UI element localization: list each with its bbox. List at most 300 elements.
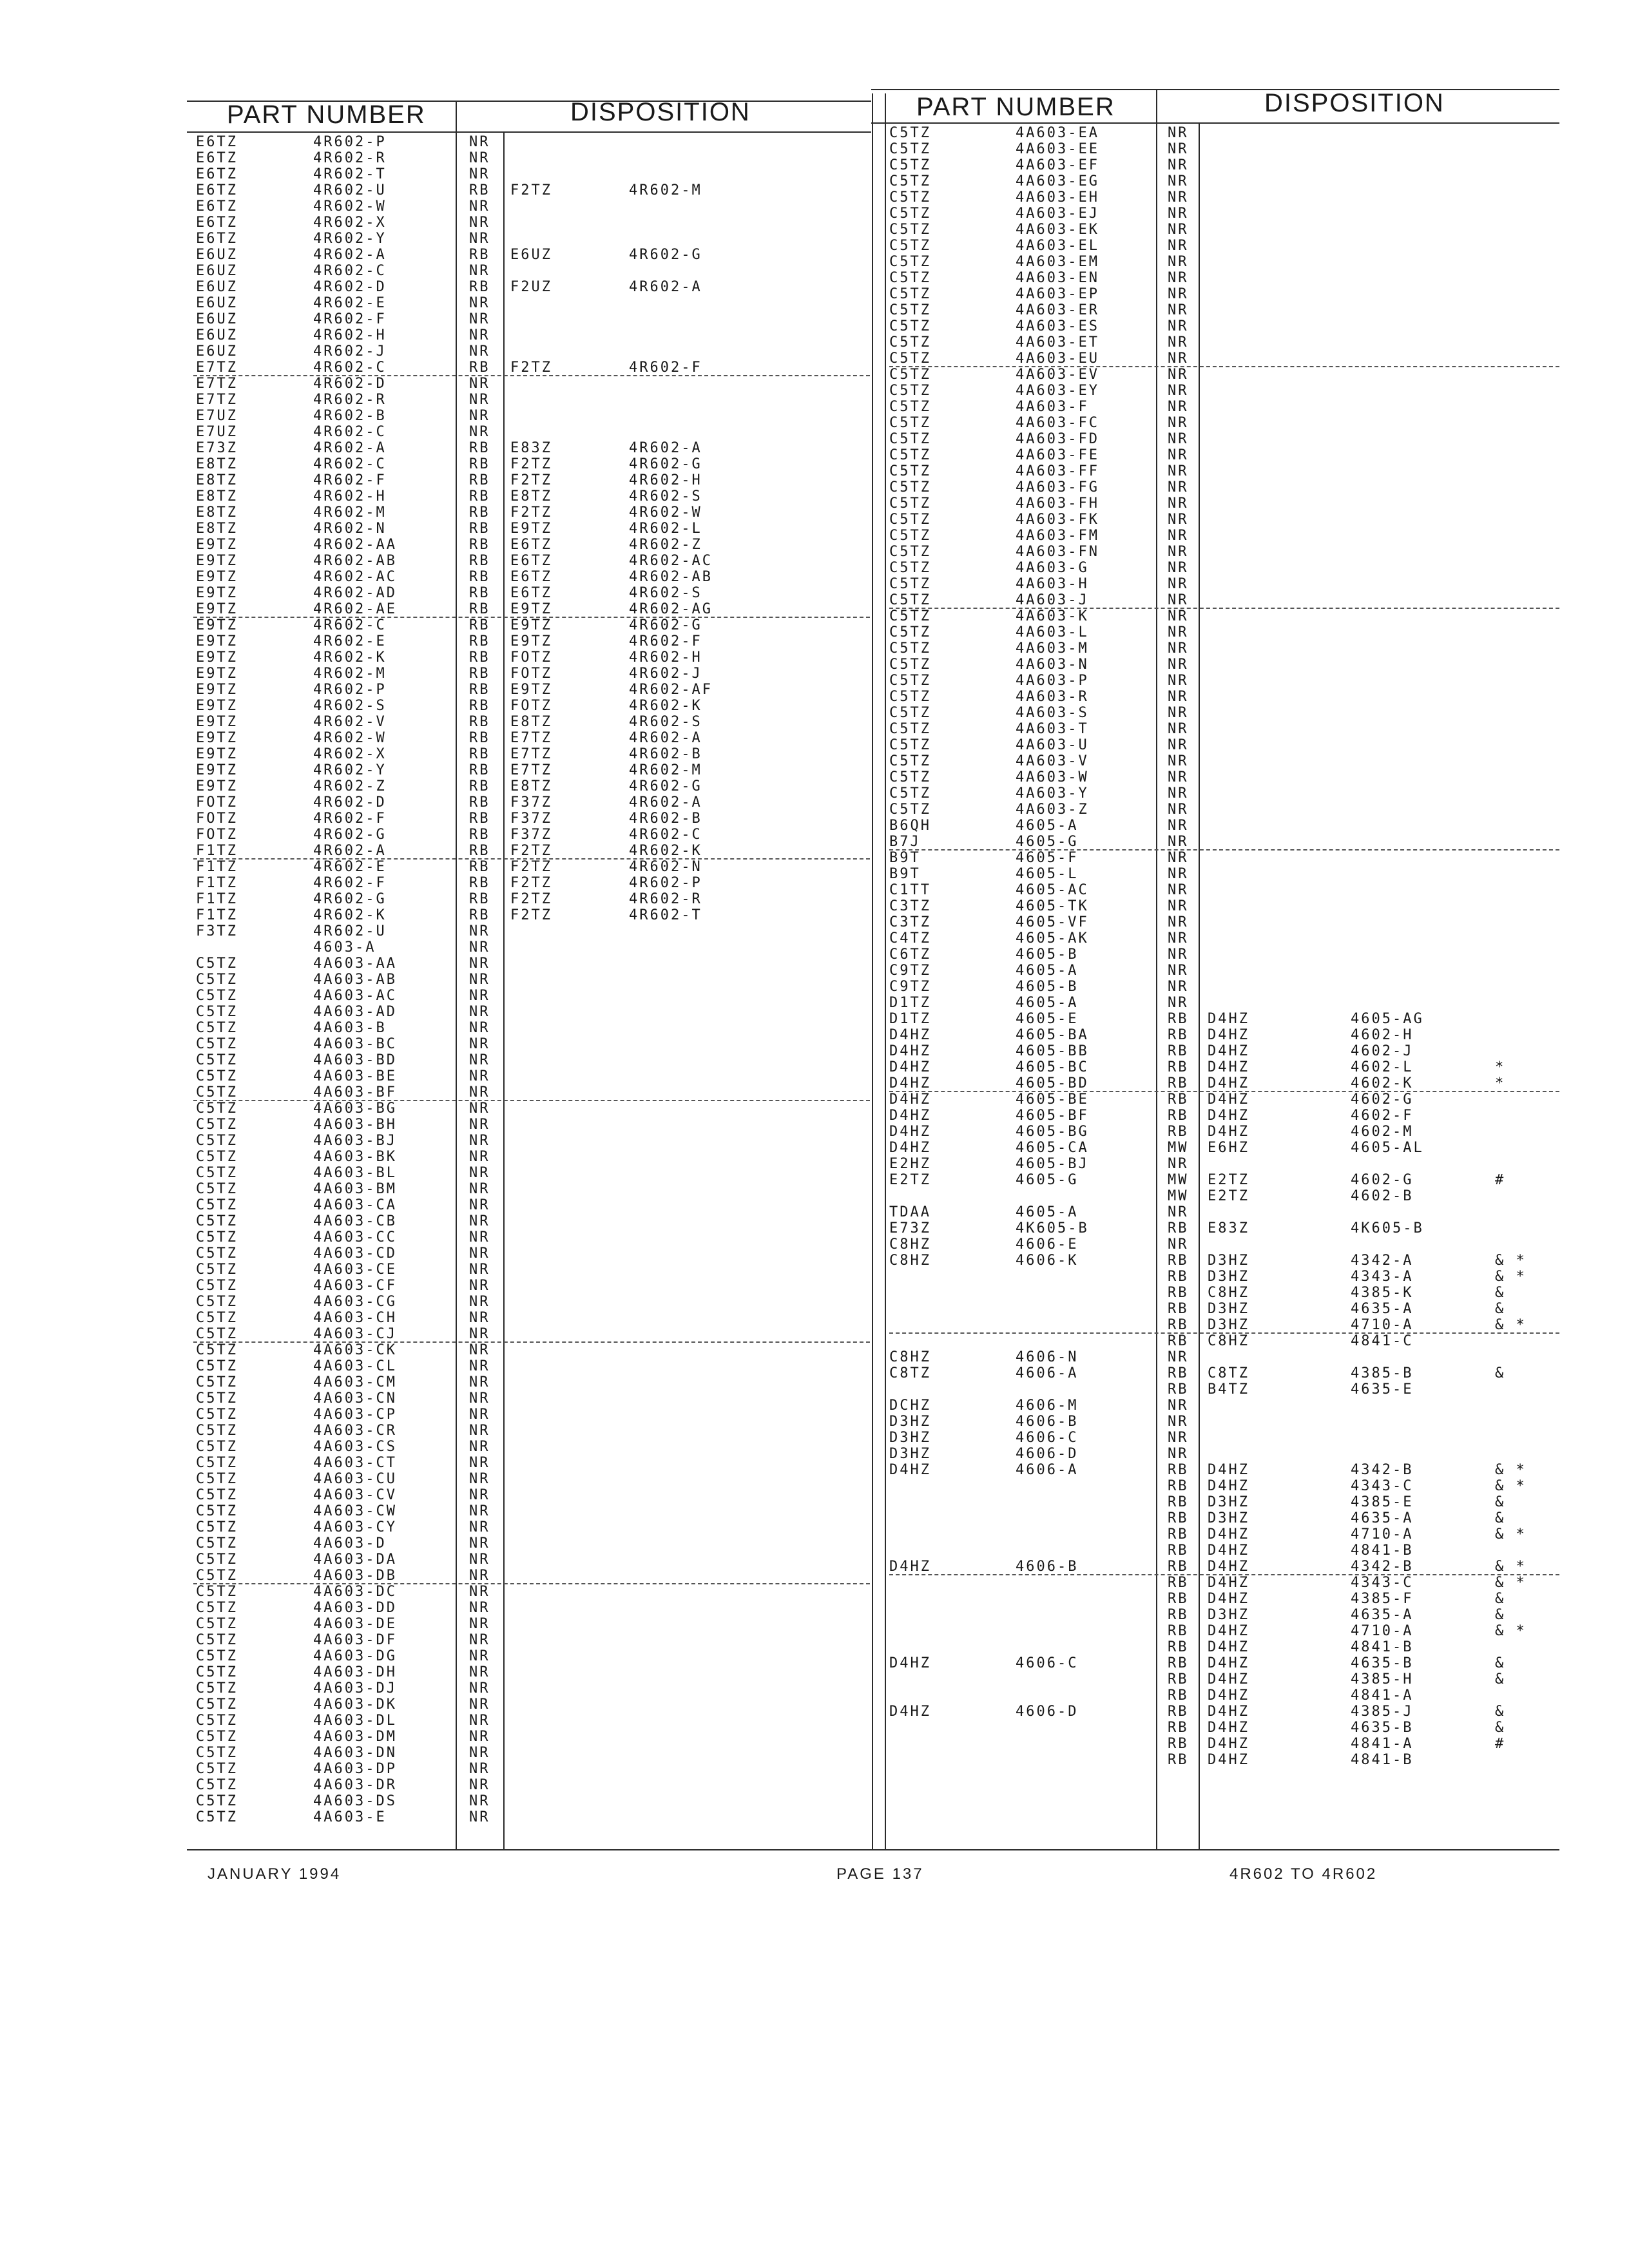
cell-part: 4R602-H xyxy=(313,327,387,343)
cell-disp-part: 4R602-M xyxy=(629,182,702,198)
table-row xyxy=(889,979,1559,995)
cell-part: 4A603-BH xyxy=(313,1117,397,1133)
cell-code: NR xyxy=(1168,640,1189,657)
cell-prefix: C5TZ xyxy=(889,721,931,737)
cell-code: RB xyxy=(469,553,490,569)
cell-disp-prefix: E9TZ xyxy=(510,601,552,617)
cell-disp-prefix: E8TZ xyxy=(510,714,552,730)
cell-prefix: C5TZ xyxy=(196,1519,238,1535)
cell-code: NR xyxy=(1168,930,1189,947)
cell-note: & xyxy=(1495,1285,1506,1301)
table-row xyxy=(889,383,1559,399)
cell-part: 4A603-EG xyxy=(1016,173,1099,189)
cell-part: 4606-M xyxy=(1016,1398,1079,1414)
cell-disp-prefix: E6TZ xyxy=(510,553,552,569)
table-row xyxy=(193,440,870,456)
cell-prefix: E8TZ xyxy=(196,521,238,537)
cell-part: 4A603-BL xyxy=(313,1165,397,1181)
cell-code: NR xyxy=(469,198,490,215)
cell-part: 4A603-CP xyxy=(313,1407,397,1423)
table-row xyxy=(889,1446,1559,1462)
left-disposition-header: DISPOSITION xyxy=(570,98,751,126)
table-row xyxy=(889,286,1559,302)
cell-code: NR xyxy=(469,1407,490,1423)
cell-prefix: FOTZ xyxy=(196,811,238,827)
table-row xyxy=(889,1736,1559,1752)
cell-part: 4K605-B xyxy=(1016,1220,1089,1236)
cell-prefix: C5TZ xyxy=(889,157,931,173)
cell-code: NR xyxy=(1168,463,1189,479)
cell-code: RB xyxy=(1168,1478,1189,1494)
cell-disp-prefix: D4HZ xyxy=(1208,1011,1249,1027)
cell-part: 4R602-R xyxy=(313,150,387,166)
cell-part: 4605-E xyxy=(1016,1011,1079,1027)
cell-prefix: C5TZ xyxy=(196,1729,238,1745)
table-row xyxy=(889,1623,1559,1639)
cell-part: 4R602-X xyxy=(313,746,387,762)
cell-part: 4A603-ES xyxy=(1016,318,1099,334)
left-part-number-header: PART NUMBER xyxy=(227,101,426,129)
cell-prefix: C5TZ xyxy=(889,479,931,495)
cell-code: NR xyxy=(469,1519,490,1535)
table-row xyxy=(889,206,1559,222)
cell-part: 4R602-F xyxy=(313,875,387,891)
table-row xyxy=(889,850,1559,866)
cell-code: NR xyxy=(1168,141,1189,157)
cell-part: 4A603-EJ xyxy=(1016,206,1099,222)
table-row xyxy=(889,125,1559,141)
cell-prefix: E6UZ xyxy=(196,295,238,311)
table-row xyxy=(193,778,870,794)
table-row xyxy=(193,1294,870,1310)
cell-disp-prefix: E83Z xyxy=(1208,1220,1249,1236)
cell-part: 4A603-R xyxy=(1016,689,1089,705)
cell-disp-part: 4R602-A xyxy=(629,440,702,456)
cell-part: 4605-BB xyxy=(1016,1043,1089,1059)
cell-code: NR xyxy=(469,1213,490,1229)
table-row xyxy=(193,1471,870,1487)
cell-part: 4606-C xyxy=(1016,1655,1079,1671)
right-parts-table xyxy=(889,125,1559,1768)
cell-code: RB xyxy=(469,633,490,649)
table-row xyxy=(193,569,870,585)
cell-disp-prefix: D3HZ xyxy=(1208,1269,1249,1285)
cell-part: 4R602-A xyxy=(313,440,387,456)
cell-code: NR xyxy=(1168,705,1189,721)
cell-part: 4A603-CA xyxy=(313,1197,397,1213)
cell-code: RB xyxy=(469,730,490,746)
cell-disp-prefix: D3HZ xyxy=(1208,1510,1249,1526)
table-row xyxy=(889,254,1559,270)
cell-disp-part: 4605-AL xyxy=(1351,1140,1424,1156)
cell-part: 4R602-G xyxy=(313,891,387,907)
cell-part: 4R602-U xyxy=(313,182,387,198)
table-row xyxy=(889,157,1559,173)
cell-disp-prefix: D4HZ xyxy=(1208,1075,1249,1091)
cell-part: 4A603-T xyxy=(1016,721,1089,737)
table-row xyxy=(193,150,870,166)
cell-code: NR xyxy=(469,1584,490,1600)
cell-part: 4A603-E xyxy=(313,1809,387,1825)
cell-code: RB xyxy=(1168,1365,1189,1381)
table-row xyxy=(889,785,1559,802)
cell-prefix: C5TZ xyxy=(889,769,931,785)
cell-disp-prefix: F2TZ xyxy=(510,859,552,875)
table-row xyxy=(889,818,1559,834)
table-row xyxy=(889,995,1559,1011)
cell-prefix: C5TZ xyxy=(196,1149,238,1165)
table-row xyxy=(193,585,870,601)
cell-prefix: E6UZ xyxy=(196,327,238,343)
cell-code: RB xyxy=(469,698,490,714)
cell-disp-part: 4710-A xyxy=(1351,1623,1414,1639)
table-row xyxy=(889,914,1559,930)
table-row xyxy=(889,834,1559,850)
table-row xyxy=(193,231,870,247)
cell-disp-prefix: D4HZ xyxy=(1208,1720,1249,1736)
cell-disp-prefix: F37Z xyxy=(510,811,552,827)
cell-prefix: E9TZ xyxy=(196,569,238,585)
cell-part: 4R602-S xyxy=(313,698,387,714)
cell-code: NR xyxy=(1168,947,1189,963)
cell-part: 4A603-ET xyxy=(1016,334,1099,351)
cell-prefix: C5TZ xyxy=(889,173,931,189)
cell-part: 4R602-T xyxy=(313,166,387,182)
cell-code: NR xyxy=(469,1503,490,1519)
cell-part: 4A603-EU xyxy=(1016,351,1099,367)
cell-code: NR xyxy=(1168,528,1189,544)
cell-note: * xyxy=(1495,1075,1506,1091)
cell-code: NR xyxy=(469,1084,490,1100)
cell-prefix: D3HZ xyxy=(889,1446,931,1462)
cell-part: 4A603-EV xyxy=(1016,367,1099,383)
cell-code: NR xyxy=(469,1761,490,1777)
table-row xyxy=(193,1100,870,1117)
cell-disp-part: 4R602-A xyxy=(629,730,702,746)
cell-prefix: C5TZ xyxy=(889,189,931,206)
cell-part: 4606-E xyxy=(1016,1236,1079,1253)
table-row xyxy=(889,1687,1559,1704)
cell-part: 4R602-Z xyxy=(313,778,387,794)
cell-part: 4A603-FK xyxy=(1016,512,1099,528)
table-row xyxy=(889,560,1559,576)
cell-code: RB xyxy=(1168,1381,1189,1398)
cell-prefix: C5TZ xyxy=(889,318,931,334)
cell-note: & * xyxy=(1495,1317,1527,1333)
table-row xyxy=(193,762,870,778)
cell-prefix: C5TZ xyxy=(889,383,931,399)
table-row xyxy=(889,1333,1559,1349)
cell-part: 4R602-C xyxy=(313,456,387,472)
cell-part: 4A603-CB xyxy=(313,1213,397,1229)
cell-code: RB xyxy=(469,746,490,762)
cell-code: NR xyxy=(469,1664,490,1680)
table-row xyxy=(193,424,870,440)
cell-note: & xyxy=(1495,1591,1506,1607)
cell-part: 4A603-Y xyxy=(1016,785,1089,802)
cell-disp-part: 4841-B xyxy=(1351,1639,1414,1655)
cell-part: 4R602-F xyxy=(313,472,387,488)
cell-part: 4A603-CW xyxy=(313,1503,397,1519)
table-row xyxy=(193,1664,870,1680)
cell-disp-part: 4K605-B xyxy=(1351,1220,1424,1236)
cell-disp-prefix: F2TZ xyxy=(510,907,552,923)
table-row xyxy=(193,1036,870,1052)
cell-prefix: C5TZ xyxy=(889,447,931,463)
table-row xyxy=(193,472,870,488)
cell-code: RB xyxy=(1168,1494,1189,1510)
cell-code: RB xyxy=(1168,1687,1189,1704)
cell-prefix: C5TZ xyxy=(196,1100,238,1117)
cell-code: RB xyxy=(469,875,490,891)
cell-disp-prefix: D4HZ xyxy=(1208,1059,1249,1075)
cell-disp-prefix: E6TZ xyxy=(510,569,552,585)
table-row xyxy=(889,1188,1559,1204)
center-divider-a xyxy=(872,93,873,1849)
cell-code: NR xyxy=(469,166,490,182)
cell-code: RB xyxy=(469,585,490,601)
cell-disp-prefix: D4HZ xyxy=(1208,1542,1249,1559)
cell-disp-part: 4343-C xyxy=(1351,1575,1414,1591)
cell-part: 4606-B xyxy=(1016,1559,1079,1575)
cell-prefix: E9TZ xyxy=(196,617,238,633)
cell-code: RB xyxy=(469,182,490,198)
cell-part: 4606-K xyxy=(1016,1253,1079,1269)
cell-code: NR xyxy=(1168,673,1189,689)
cell-part: 4605-G xyxy=(1016,1172,1079,1188)
center-divider-b xyxy=(885,93,886,1849)
table-row xyxy=(889,608,1559,624)
cell-disp-part: 4635-A xyxy=(1351,1301,1414,1317)
cell-prefix: C5TZ xyxy=(889,222,931,238)
cell-prefix: C8HZ xyxy=(889,1349,931,1365)
cell-code: NR xyxy=(1168,608,1189,624)
cell-code: NR xyxy=(469,1535,490,1552)
cell-disp-prefix: E7TZ xyxy=(510,730,552,746)
cell-note: # xyxy=(1495,1172,1506,1188)
cell-part: 4605-AK xyxy=(1016,930,1089,947)
cell-code: NR xyxy=(1168,576,1189,592)
cell-note: & xyxy=(1495,1671,1506,1687)
cell-code: NR xyxy=(1168,383,1189,399)
cell-code: RB xyxy=(469,456,490,472)
cell-code: NR xyxy=(469,1809,490,1825)
cell-code: NR xyxy=(469,972,490,988)
cell-prefix: E9TZ xyxy=(196,714,238,730)
table-row xyxy=(889,544,1559,560)
cell-code: NR xyxy=(469,1358,490,1374)
cell-prefix: C5TZ xyxy=(196,1052,238,1068)
cell-code: NR xyxy=(469,939,490,956)
cell-part: 4A603-CY xyxy=(313,1519,397,1535)
cell-disp-part: 4710-A xyxy=(1351,1317,1414,1333)
cell-disp-prefix: F37Z xyxy=(510,794,552,811)
cell-part: 4605-A xyxy=(1016,818,1079,834)
cell-code: NR xyxy=(469,1149,490,1165)
table-row xyxy=(193,1149,870,1165)
cell-code: NR xyxy=(469,392,490,408)
cell-code: RB xyxy=(469,247,490,263)
cell-code: NR xyxy=(469,956,490,972)
cell-part: 4606-D xyxy=(1016,1446,1079,1462)
table-row xyxy=(889,318,1559,334)
table-row xyxy=(889,302,1559,318)
cell-part: 4605-BJ xyxy=(1016,1156,1089,1172)
table-row xyxy=(193,1487,870,1503)
cell-code: RB xyxy=(1168,1124,1189,1140)
cell-part: 4A603-DB xyxy=(313,1568,397,1584)
cell-code: NR xyxy=(1168,351,1189,367)
cell-prefix: C5TZ xyxy=(196,1374,238,1390)
cell-code: NR xyxy=(1168,479,1189,495)
table-row xyxy=(889,495,1559,512)
table-row xyxy=(193,746,870,762)
cell-code: NR xyxy=(469,1632,490,1648)
table-row xyxy=(193,1358,870,1374)
table-row xyxy=(193,1600,870,1616)
cell-prefix: E6UZ xyxy=(196,343,238,360)
table-row xyxy=(193,553,870,569)
table-row xyxy=(889,866,1559,882)
cell-disp-prefix: D4HZ xyxy=(1208,1559,1249,1575)
cell-prefix: C5TZ xyxy=(889,640,931,657)
cell-prefix: E6TZ xyxy=(196,150,238,166)
cell-prefix: C5TZ xyxy=(889,270,931,286)
cell-code: NR xyxy=(1168,1156,1189,1172)
table-row xyxy=(193,408,870,424)
cell-part: 4A603-AC xyxy=(313,988,397,1004)
table-row xyxy=(193,327,870,343)
table-row xyxy=(193,1197,870,1213)
table-row xyxy=(193,1020,870,1036)
cell-disp-prefix: D4HZ xyxy=(1208,1478,1249,1494)
cell-part: 4605-L xyxy=(1016,866,1079,882)
cell-code: NR xyxy=(469,231,490,247)
cell-prefix: C5TZ xyxy=(196,1117,238,1133)
cell-code: NR xyxy=(1168,206,1189,222)
table-row xyxy=(193,1181,870,1197)
cell-prefix: C5TZ xyxy=(196,1664,238,1680)
table-row xyxy=(889,1655,1559,1671)
cell-code: RB xyxy=(1168,1575,1189,1591)
cell-disp-part: 4R602-P xyxy=(629,875,702,891)
cell-part: 4R602-P xyxy=(313,134,387,150)
cell-part: 4A603-P xyxy=(1016,673,1089,689)
cell-prefix: E6UZ xyxy=(196,311,238,327)
cell-code: MW xyxy=(1168,1172,1189,1188)
cell-code: NR xyxy=(1168,721,1189,737)
cell-prefix: E8TZ xyxy=(196,472,238,488)
table-row xyxy=(889,882,1559,898)
cell-disp-prefix: D4HZ xyxy=(1208,1526,1249,1542)
cell-code: NR xyxy=(1168,1446,1189,1462)
cell-code: NR xyxy=(1168,173,1189,189)
cell-disp-part: 4635-A xyxy=(1351,1510,1414,1526)
cell-disp-prefix: D3HZ xyxy=(1208,1607,1249,1623)
table-row xyxy=(193,1117,870,1133)
table-row xyxy=(889,479,1559,495)
cell-code: NR xyxy=(1168,657,1189,673)
cell-code: NR xyxy=(1168,802,1189,818)
table-row xyxy=(889,334,1559,351)
cell-disp-part: 4R602-G xyxy=(629,247,702,263)
cell-code: NR xyxy=(1168,1204,1189,1220)
table-row xyxy=(193,392,870,408)
cell-prefix: E9TZ xyxy=(196,553,238,569)
cell-part: 4A603-DH xyxy=(313,1664,397,1680)
cell-prefix: C5TZ xyxy=(196,1390,238,1407)
cell-disp-prefix: D4HZ xyxy=(1208,1091,1249,1108)
cell-part: 4A603-BJ xyxy=(313,1133,397,1149)
cell-part: 4A603-FH xyxy=(1016,495,1099,512)
table-row xyxy=(193,1519,870,1535)
cell-part: 4A603-DE xyxy=(313,1616,397,1632)
table-row xyxy=(889,189,1559,206)
cell-note: & * xyxy=(1495,1575,1527,1591)
cell-part: 4A603-BE xyxy=(313,1068,397,1084)
cell-code: NR xyxy=(1168,125,1189,141)
table-row xyxy=(889,1124,1559,1140)
cell-part: 4A603-FM xyxy=(1016,528,1099,544)
cell-part: 4R602-W xyxy=(313,198,387,215)
cell-code: RB xyxy=(1168,1720,1189,1736)
cell-prefix: D4HZ xyxy=(889,1124,931,1140)
table-row xyxy=(193,1503,870,1519)
cell-part: 4A603-EL xyxy=(1016,238,1099,254)
cell-disp-part: 4385-B xyxy=(1351,1365,1414,1381)
cell-prefix: C5TZ xyxy=(889,802,931,818)
cell-code: NR xyxy=(1168,1349,1189,1365)
cell-code: NR xyxy=(469,1020,490,1036)
cell-part: 4A603-CE xyxy=(313,1262,397,1278)
cell-prefix: D4HZ xyxy=(889,1091,931,1108)
cell-disp-part: 4602-J xyxy=(1351,1043,1414,1059)
table-row xyxy=(193,939,870,956)
cell-code: NR xyxy=(469,1745,490,1761)
cell-disp-prefix: E83Z xyxy=(510,440,552,456)
cell-part: 4606-A xyxy=(1016,1462,1079,1478)
cell-code: NR xyxy=(469,1552,490,1568)
cell-disp-part: 4R602-T xyxy=(629,907,702,923)
cell-prefix: FOTZ xyxy=(196,794,238,811)
cell-prefix: E8TZ xyxy=(196,505,238,521)
table-row xyxy=(889,1059,1559,1075)
cell-code: RB xyxy=(469,537,490,553)
table-row xyxy=(889,1317,1559,1333)
cell-disp-part: 4R602-K xyxy=(629,698,702,714)
cell-part: 4A603-CU xyxy=(313,1471,397,1487)
cell-code: NR xyxy=(1168,1236,1189,1253)
cell-prefix: C5TZ xyxy=(196,1036,238,1052)
cell-disp-prefix: FOTZ xyxy=(510,649,552,666)
cell-disp-part: 4602-G xyxy=(1351,1172,1414,1188)
cell-disp-prefix: E6TZ xyxy=(510,537,552,553)
cell-code: RB xyxy=(1168,1011,1189,1027)
table-row xyxy=(193,1278,870,1294)
cell-part: 4R602-K xyxy=(313,907,387,923)
table-row xyxy=(193,279,870,295)
table-row xyxy=(889,1462,1559,1478)
cell-code: NR xyxy=(469,1713,490,1729)
cell-part: 4A603-FF xyxy=(1016,463,1099,479)
table-row xyxy=(193,1648,870,1664)
cell-note: & * xyxy=(1495,1526,1527,1542)
cell-code: RB xyxy=(1168,1655,1189,1671)
cell-code: NR xyxy=(469,311,490,327)
table-row xyxy=(193,972,870,988)
cell-part: 4A603-J xyxy=(1016,592,1089,608)
cell-prefix: C5TZ xyxy=(889,528,931,544)
